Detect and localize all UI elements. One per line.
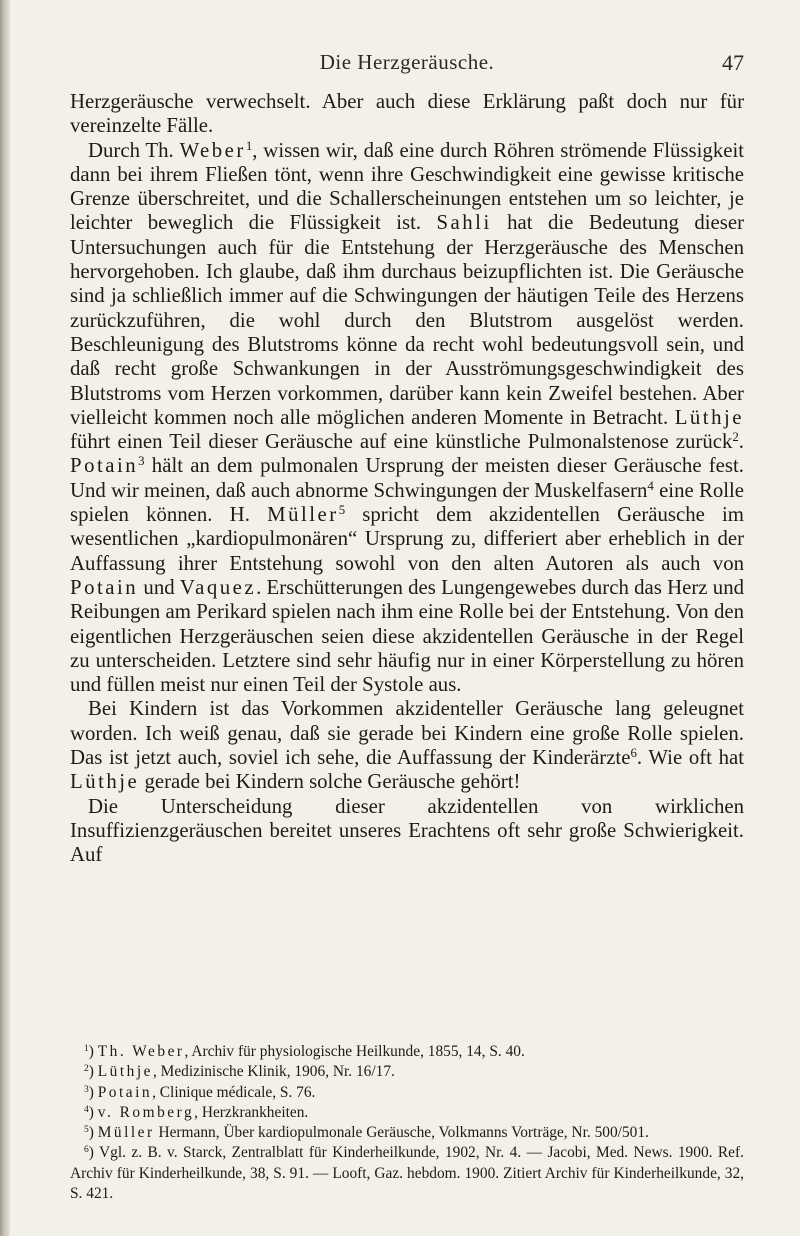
footnote-ref: 1 [245, 138, 253, 153]
paragraph-text: hat die Bedeutung dieser Untersuchungen auch für die Entstehung der Herzgeräusche des Menschen hervorgehoben. Ich glaube, daß ihm durchaus beizupflichten ist. Die Geräusche sind ja schließlich immer auf die Schwingungen der häutigen Teile des Herzens zurückzuführen, die wohl durch den Blutstrom ausgelöst werden. Beschleunigung des Blutstroms könne da recht wohl bedeutungsvoll sein, und daß recht große Schwankungen in der Ausströmungsgeschwindigkeit des Blutstroms vom Herzen vorkommen, darüber kann kein Zweifel bestehen. Aber vielleicht kommen noch alle möglichen anderen Momente in Betracht. [70, 211, 744, 429]
page-binding-shadow [0, 0, 10, 1236]
footnote-mark: 2 [84, 1063, 89, 1075]
paragraph-text: Herzgeräusche verwechselt. Aber auch diese Erklärung paßt doch nur für vereinzelte Fälle. [70, 90, 744, 138]
paragraph-text: eine Rolle spielen können. H. [70, 478, 745, 527]
paragraph-text: Bei Kindern ist das Vorkommen akzidenteller Geräusche lang geleugnet worden. Ich weiß genau, daß sie gerade bei Kindern eine große Rolle spielen. Das ist jetzt auch, soviel ich sehe, die Auffassung der Kinderärzte [70, 697, 744, 770]
footnote-text: , Herzkrankheiten. [194, 1103, 309, 1121]
author-name: Lüthje [674, 405, 744, 429]
footnote-author: Potain [97, 1083, 153, 1101]
footnote-ref: 3 [138, 454, 145, 469]
footnote-3: $^3$) Potain, Clinique médicale, S. 76. [84, 1083, 316, 1101]
paragraph-text: Durch Th. [88, 138, 180, 162]
footnote-5: $^5$) Müller Hermann, Über kardiopulmonale Geräusche, Volkmanns Vorträge, Nr. 500/501. [84, 1123, 649, 1142]
paragraph-text: . Erschütterungen des Lungengewebes durch das Herz und Reibungen am Perikard spielen nach ihm eine Rolle bei der Entstehung. Von den eigentlichen Herzgeräuschen seien diese akzidentellen Geräusche in der Regel zu unterscheiden. Letztere sind sehr häufig nur in einer Körperstellung zu hören und füllen meist nur einen Teil der Systole aus. [70, 575, 744, 697]
paragraph-text: . [738, 430, 744, 454]
footnote-ref: 2 [732, 430, 739, 445]
paragraph-1 [70, 90, 744, 139]
footnote-ref: 5 [338, 502, 346, 517]
body-text [70, 90, 744, 868]
footnotes [70, 1042, 744, 1204]
paragraph-text: und [138, 575, 180, 599]
paragraph-text: hält an dem pulmonalen Ursprung der meisten dieser Geräusche fest. Und wir meinen, daß auch abnorme Schwingungen der Muskelfasern [70, 454, 744, 502]
page-header [70, 50, 744, 80]
footnote-author: v. Romberg [97, 1103, 195, 1121]
paragraph-text: gerade bei Kindern solche Geräusche gehört! [139, 770, 521, 794]
footnote-ref: 4 [647, 478, 654, 493]
running-head: Die Herzgeräusche. [319, 50, 495, 74]
paragraph-3 [70, 697, 744, 794]
footnote-mark: 3 [84, 1083, 89, 1095]
paragraph-text: führt einen Teil dieser Geräusche auf eine künstliche Pulmonalstenose zurück [70, 430, 733, 454]
author-name: Lüthje [70, 770, 140, 794]
paragraph-2 [70, 139, 744, 698]
footnote-text: Vgl. z. B. v. Starck, Zentralblatt für Kinderheilkunde, 1902, Nr. 4. — Jacobi, Med. News. 1900. Ref. Archiv für Kinderheilkunde, 38, S. 91. — Looft, Gaz. hebdom. 1900. Zitiert Archiv für Kinderheilkunde, 32, S. 421. [70, 1144, 744, 1203]
paragraph-text: Die Unterscheidung dieser akzidentellen von wirklichen Insuffizienzgeräuschen bereitet unseres Erachtens oft sehr große Schwierigkeit. Auf [70, 794, 744, 867]
footnote-author: Müller [97, 1124, 155, 1142]
footnote-author: Th. Weber [97, 1043, 185, 1060]
footnote-2: $^2$) Lüthje, Medizinische Klinik, 1906, Nr. 16/17. [84, 1063, 395, 1081]
author-name: Sahli [436, 211, 492, 235]
footnote-text: , Medizinische Klinik, 1906, Nr. 16/17. [152, 1063, 395, 1081]
footnote-6: $^6$) Vgl. z. B. v. Starck, Zentralblatt für Kinderheilkunde, 1902, Nr. 4. — Jacobi, Med. News. 1900. Ref. Archiv für Kinderheilkunde, 38, S. 91. — Looft, Gaz. hebdom. 1900. Zitiert Archiv für Kinderheilkunde, 32, S. 421. [70, 1144, 744, 1203]
footnote-1: $^1$) Th. Weber, Archiv für physiologische Heilkunde, 1855, 14, S. 40. [84, 1042, 525, 1060]
footnote-ref: 6 [630, 745, 637, 760]
author-name: Vaquez [179, 575, 257, 599]
paragraph-text: . Wie oft hat [636, 746, 744, 770]
paragraph-text: , wissen wir, daß eine durch Röhren strömende Flüssigkeit dann bei ihrem Fließen tönt, wenn ihre Geschwindigkeit eine gewisse kritische Grenze überschreitet, und die Schallerscheinungen entstehen um so leichter, je leichter beweglich die Flüssigkeit ist. [70, 138, 745, 235]
author-name: Weber [179, 138, 246, 162]
footnote-mark: 1 [84, 1042, 89, 1054]
footnote-text: , Clinique médicale, S. 76. [152, 1083, 316, 1101]
footnote-mark: 6 [84, 1144, 89, 1156]
author-name: Potain [70, 575, 139, 599]
author-name: Müller [267, 503, 339, 527]
paragraph-text: spricht dem akzidentellen Geräusche im wesentlichen „kardiopulmonären“ Ursprung zu, differiert aber erheblich in der Auffassung ihrer Entstehung sowohl von den alten Autoren als auch von [70, 503, 744, 575]
paragraph-4 [70, 795, 744, 868]
footnote-mark: 5 [84, 1123, 89, 1135]
page-number: 47 [722, 50, 744, 75]
footnote-mark: 4 [84, 1103, 89, 1115]
footnote-4: $^4$) v. Romberg, Herzkrankheiten. [84, 1103, 309, 1121]
footnote-author: Lüthje [97, 1063, 153, 1081]
footnote-text: Hermann, Über kardiopulmonale Geräusche, Volkmanns Vorträge, Nr. 500/501. [154, 1124, 649, 1142]
author-name: Potain [70, 454, 139, 478]
footnote-text: , Archiv für physiologische Heilkunde, 1855, 14, S. 40. [184, 1043, 525, 1060]
